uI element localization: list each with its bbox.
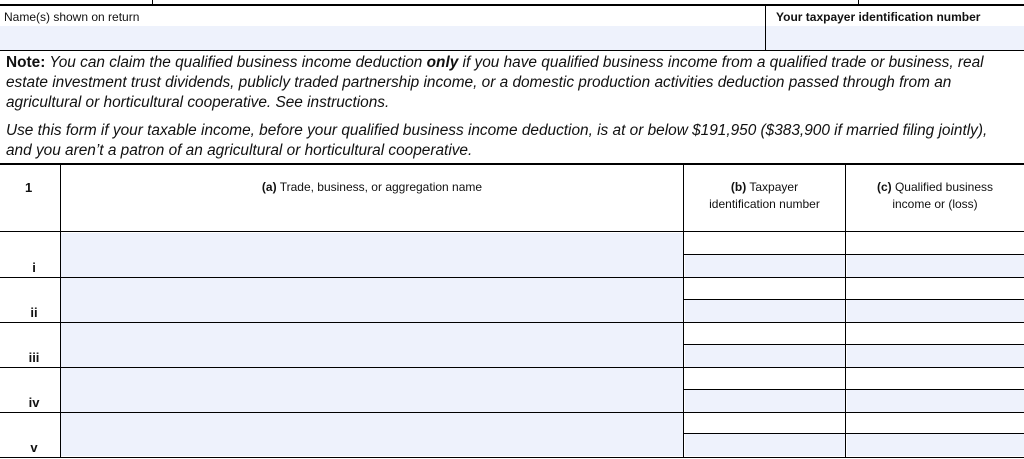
row-label: iv [28,395,40,410]
note-lead: Note: [6,54,46,71]
top-rule [0,4,1024,6]
row-rule [0,277,1024,278]
note-emphasis: only [426,54,459,71]
row-label: iii [28,350,40,365]
note-text: if you have qualified business income from a qualified trade or business, real estate investment trust dividends, publicly traded partnership income, or a domestic production activities deduction passed through from an agricultural or horticultural cooperative. See instructions. [6,54,984,111]
row-label: v [30,440,38,455]
column-letter: (c) [876,180,892,194]
column-rule [845,165,846,458]
cell-divider [683,389,1024,390]
header-row-rule [0,231,1024,232]
column-rule [683,165,684,458]
income-cell[interactable] [847,390,1024,412]
column-label: Qualified business [891,180,994,194]
row-rule [0,322,1024,323]
note-paragraph [6,53,1016,113]
table-bottom-rule [0,457,1024,458]
tin-cell[interactable] [685,345,845,367]
tin-label: Your taxpayer identification number [776,10,981,24]
column-header-c [846,179,1024,213]
table-top-rule [0,163,1024,165]
line-number: 1 [25,180,33,195]
column-header-a [61,179,683,196]
column-label: income or (loss) [892,197,978,211]
name-label: Name(s) shown on return [4,10,140,24]
cell-divider [683,254,1024,255]
business-name-cell[interactable] [61,278,683,322]
column-letter: (b) [730,180,747,194]
tin-cell[interactable] [685,434,845,456]
business-name-cell[interactable] [61,368,683,412]
business-name-cell[interactable] [61,413,683,456]
column-rule [60,165,61,458]
tin-cell[interactable] [685,390,845,412]
income-cell[interactable] [847,345,1024,367]
row-label: i [32,260,36,275]
tin-field[interactable] [766,26,1024,50]
row-rule [0,412,1024,413]
tin-cell[interactable] [685,255,845,277]
column-label: Trade, business, or aggregation name [276,180,483,194]
business-name-cell[interactable] [61,233,683,277]
note-text: You can claim the qualified business income deduction [45,54,427,71]
cell-divider [683,344,1024,345]
header-rule [0,50,1024,51]
column-label: identification number [709,197,820,211]
top-divider [858,0,859,5]
row-label: ii [30,305,38,320]
tin-cell[interactable] [685,300,845,322]
cell-divider [683,433,1024,434]
column-letter: (a) [261,180,277,194]
row-rule [0,367,1024,368]
name-field[interactable] [0,26,765,50]
top-divider [152,0,153,5]
income-cell[interactable] [847,434,1024,456]
cell-divider [683,299,1024,300]
income-cell[interactable] [847,255,1024,277]
header-divider [765,6,766,51]
use-form-paragraph: Use this form if your taxable income, before your qualified business income deduction, is at or below $191,950 ($383,900 if married filing jointly), and you aren’t a patron of an agricultural or horticultural cooperative. [6,122,988,159]
column-label: Taxpayer [746,180,799,194]
column-header-b [684,179,845,213]
income-cell[interactable] [847,300,1024,322]
business-name-cell[interactable] [61,323,683,367]
